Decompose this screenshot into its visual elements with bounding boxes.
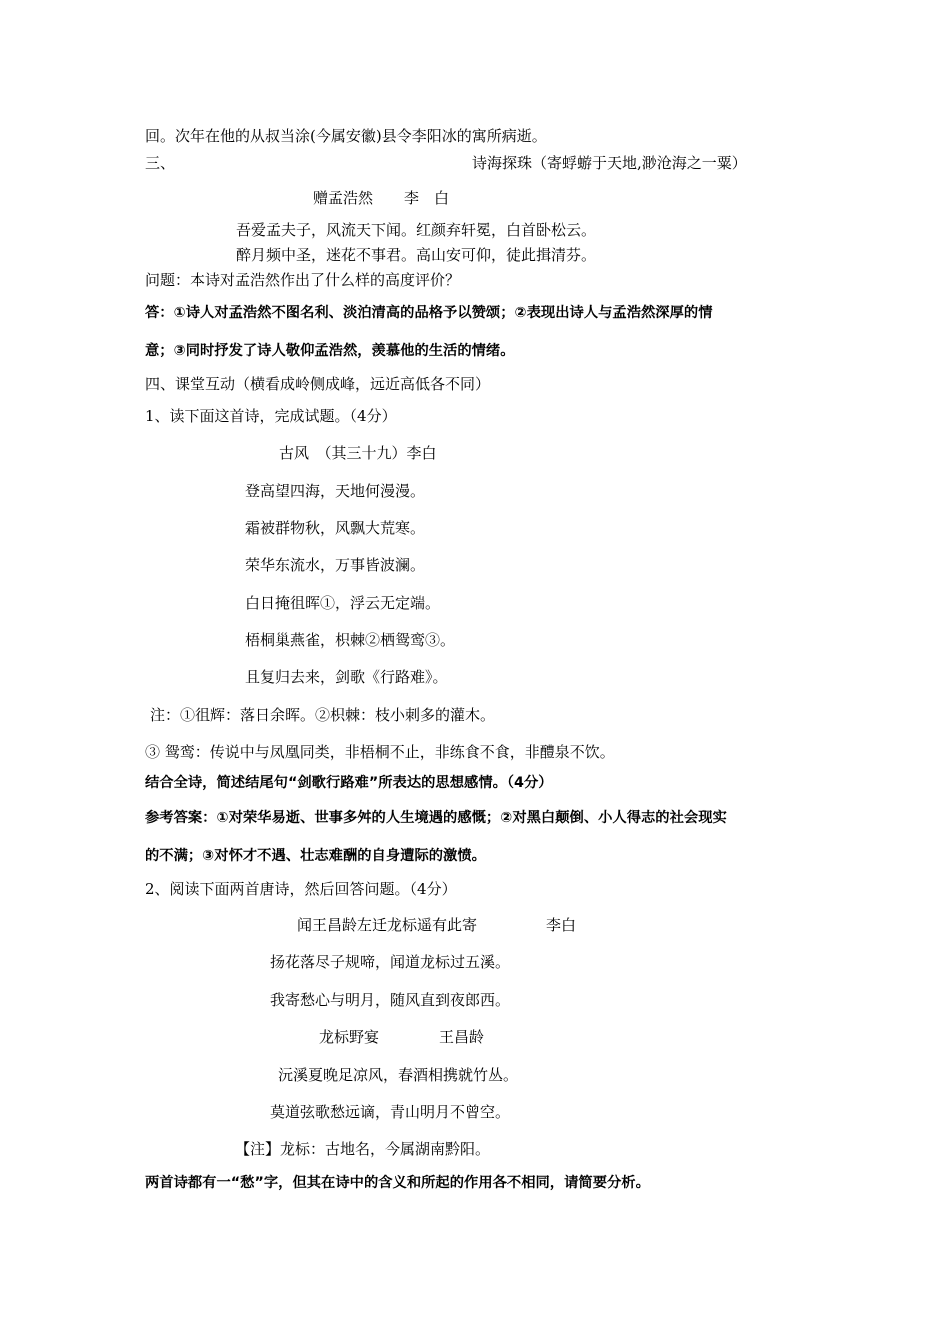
section3-title: 诗海探珠（寄蜉蝣于天地,渺沧海之一粟）	[472, 154, 747, 172]
ex1-poem-line: 登高望四海，天地何漫漫。	[245, 482, 426, 500]
ex2-poemA-title: 闻王昌龄左迁龙标遥有此寄	[297, 916, 478, 934]
ex1-poem-line: 且复归去来，剑歌《行路难》。	[245, 668, 448, 686]
poem1-line: 吾爱孟夫子，风流天下闻。红颜弃轩冕，白首卧松云。	[236, 221, 597, 239]
ex1-note: ③ 鸳鸾：传说中与凤凰同类，非梧桐不止，非练食不食，非醴泉不饮。	[145, 743, 615, 761]
ex1-poem-line: 梧桐巢燕雀，枳棘②栖鸳鸾③。	[245, 631, 456, 649]
ex1-poem-title: 古风 （其三十九）李白	[279, 444, 437, 462]
poem1-author: 李 白	[404, 189, 450, 207]
q1-answer: 答：①诗人对孟浩然不图名利、淡泊清高的品格予以赞颂；②表现出诗人与孟浩然深厚的情	[145, 305, 713, 321]
ex1-poem-line: 霜被群物秋，风飘大荒寒。	[245, 519, 426, 537]
ex2-prompt: 2、阅读下面两首唐诗，然后回答问题。（4分）	[145, 880, 457, 898]
ex2-poemA-line: 扬花落尽子规啼，闻道龙标过五溪。	[270, 953, 511, 971]
ex1-answer: 的不满；③对怀才不遇、壮志难酬的自身遭际的激愤。	[145, 848, 486, 864]
ex1-note: 注：①徂辉：落日余晖。②枳棘：枝小刺多的灌木。	[150, 706, 496, 724]
ex2-question: 两首诗都有一“愁”字，但其在诗中的含义和所起的作用各不相同，请简要分析。	[145, 1175, 650, 1191]
ex2-poemA-author: 李白	[546, 916, 577, 934]
ex1-poem-line: 荣华东流水，万事皆波澜。	[245, 556, 426, 574]
ex2-poemB-title: 龙标野宴	[319, 1028, 380, 1046]
poem1-line: 醉月频中圣，迷花不事君。高山安可仰，徒此揖清芬。	[236, 246, 597, 264]
ex2-note: 【注】龙标：古地名，今属湖南黔阳。	[235, 1140, 491, 1158]
ex2-poemB-author: 王昌龄	[439, 1028, 485, 1046]
ex2-poemB-line: 莫道弦歌愁远谪，青山明月不曾空。	[270, 1103, 511, 1121]
ex1-poem-line: 白日掩徂晖①，浮云无定端。	[245, 594, 441, 612]
section4-heading: 四、课堂互动（横看成岭侧成峰，远近高低各不同）	[145, 375, 491, 393]
ex1-answer: 参考答案：①对荣华易逝、世事多舛的人生境遇的感慨；②对黑白颠倒、小人得志的社会现实	[145, 810, 727, 826]
q1-question: 问题：本诗对孟浩然作出了什么样的高度评价？	[145, 271, 461, 289]
ex1-question: 结合全诗，简述结尾句“剑歌行路难”所表达的思想感情。（4分）	[145, 775, 553, 791]
ex2-poemA-line: 我寄愁心与明月，随风直到夜郎西。	[270, 991, 511, 1009]
ex1-prompt: 1、读下面这首诗，完成试题。（4分）	[145, 407, 397, 425]
ex2-poemB-line: 沅溪夏晚足凉风，春酒相携就竹丛。	[278, 1066, 519, 1084]
q1-answer: 意；③同时抒发了诗人敬仰孟浩然，羡慕他的生活的情绪。	[145, 343, 515, 359]
intro-tail: 回。次年在他的从叔当涂(今属安徽)县令李阳冰的寓所病逝。	[145, 127, 547, 145]
poem1-title: 赠孟浩然	[313, 189, 374, 207]
section3-number: 三、	[145, 154, 176, 172]
